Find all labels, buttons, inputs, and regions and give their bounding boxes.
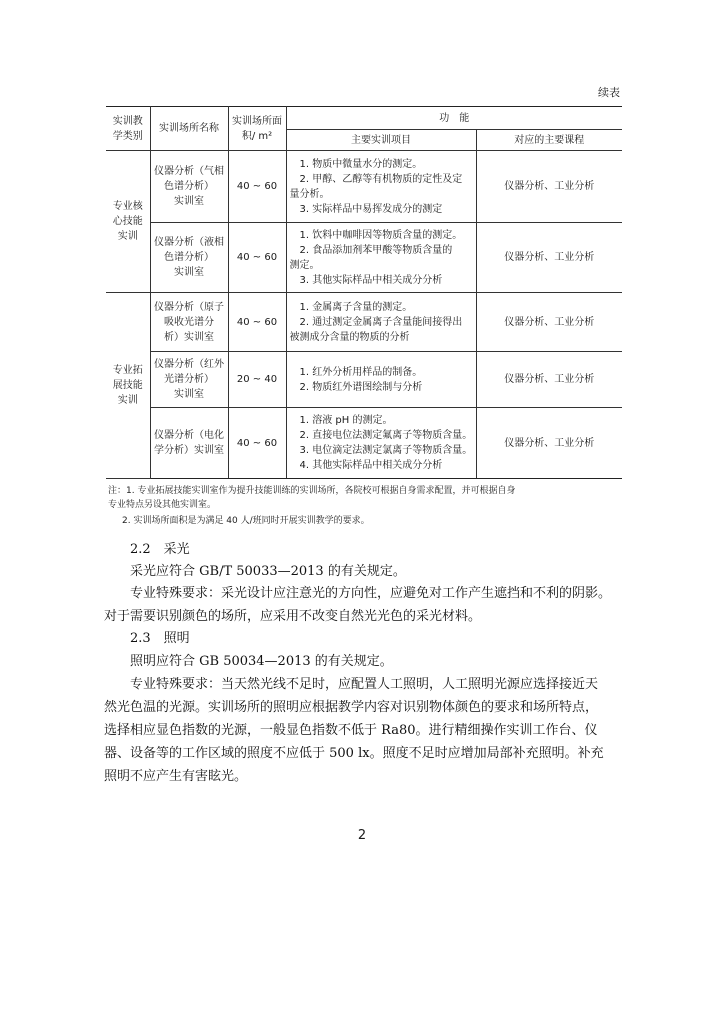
header-venue-name: 实训场所名称 [150,107,228,151]
table-row [106,408,622,479]
continued-label: 续表 [598,86,620,99]
area-cell: 40 ~ 60 [228,151,286,223]
paragraph-line: 对于需要识别颜色的场所，应采用不改变自然光光色的采光材料。 [104,609,482,624]
venue-cell: 仪器分析（电化 学分析）实训室 [150,408,228,479]
venue-cell: 仪器分析（气相 色谱分析） 实训室 [150,151,228,223]
projects-cell: 1. 物质中微量水分的测定。 2. 甲醇、乙醇等有机物质的定性及定 量分析。 3. 实际样品中易挥发成分的测定 [286,151,476,223]
header-category: 实训教 学类别 [106,107,150,151]
training-venue-table [106,106,622,479]
area-cell: 40 ~ 60 [228,223,286,293]
table-note-line: 专业特点另设其他实训室。 [108,500,217,510]
venue-cell: 仪器分析（红外 光谱分析） 实训室 [150,352,228,408]
page-number: 2 [357,828,367,843]
projects-cell: 1. 溶液 pH 的测定。 2. 直接电位法测定氟离子等物质含量。 3. 电位滴定法测定氯离子等物质含量。 4. 其他实际样品中相关成分分析 [286,408,476,479]
course-cell: 仪器分析、工业分析 [476,223,622,293]
projects-cell: 1. 饮料中咖啡因等物质含量的测定。 2. 食品添加剂苯甲酸等物质含量的 测定。 3. 其他实际样品中相关成分分析 [286,223,476,293]
projects-cell: 1. 红外分析用样品的制备。 2. 物质红外谱图绘制与分析 [286,352,476,408]
table-row [106,223,622,293]
course-cell: 仪器分析、工业分析 [476,151,622,223]
area-cell: 20 ~ 40 [228,352,286,408]
course-cell: 仪器分析、工业分析 [476,352,622,408]
venue-cell: 仪器分析（原子 吸收光谱分 析）实训室 [150,293,228,352]
venue-cell: 仪器分析（液相 色谱分析） 实训室 [150,223,228,293]
table-row [106,352,622,408]
table-row [106,151,622,223]
area-cell: 40 ~ 60 [228,293,286,352]
course-cell: 仪器分析、工业分析 [476,408,622,479]
table-note-line: 2. 实训场所面积是为满足 40 人/班同时开展实训教学的要求。 [122,516,370,526]
category-cell: 专业拓 展技能 实训 [106,293,150,479]
header-courses: 对应的主要课程 [476,130,622,151]
paragraph-line: 采光应符合 GB/T 50033—2013 的有关规定。 [130,564,406,579]
area-cell: 40 ~ 60 [228,408,286,479]
header-area: 实训场所面 积/ m² [228,107,286,151]
table-row [106,293,622,352]
paragraph-line: 器、设备等的工作区域的照度不应低于 500 lx。照度不足时应增加局部补充照明。补充 [104,746,604,761]
paragraph-line: 选择相应显色指数的光源，一般显色指数不低于 Ra80。进行精细操作实训工作台、仪 [104,723,598,738]
projects-cell: 1. 金属离子含量的测定。 2. 通过测定金属离子含量能间接得出 被测成分含量的物质的分析 [286,293,476,352]
paragraph-line: 照明应符合 GB 50034—2013 的有关规定。 [130,654,393,669]
header-projects: 主要实训项目 [286,130,476,151]
paragraph-line: 专业特殊要求：采光设计应注意光的方向性，应避免对工作产生遮挡和不利的阴影。 [130,586,612,601]
course-cell: 仪器分析、工业分析 [476,293,622,352]
paragraph-line: 照明不应产生有害眩光。 [104,769,248,784]
table-note-line: 注：1. 专业拓展技能实训室作为提升技能训练的实训场所，各院校可根据自身需求配置，并可根据自身 [108,486,516,496]
paragraph-line: 专业特殊要求：当天然光线不足时，应配置人工照明，人工照明光源应选择接近天 [130,677,599,692]
category-cell: 专业核 心技能 实训 [106,151,150,293]
header-function: 功 能 [286,107,622,130]
section-heading-2-3: 2.3 照明 [130,631,190,646]
section-heading-2-2: 2.2 采光 [130,542,190,557]
paragraph-line: 然光色温的光源。实训场所的照明应根据教学内容对识别物体颜色的要求和场所特点， [104,700,599,715]
